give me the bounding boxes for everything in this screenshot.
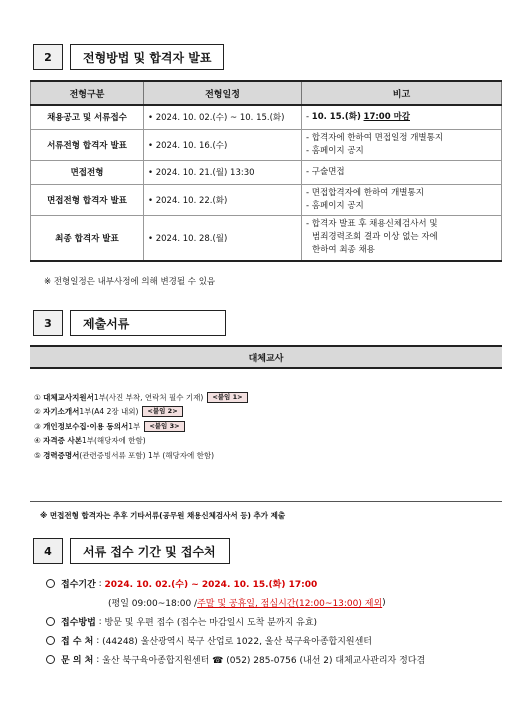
section-title: 제출서류 — [70, 310, 226, 336]
list-item: ③ 개인정보수집·이용 동의서 1부 <붙임 3> — [34, 419, 248, 434]
contact-value: 울산 북구육아종합지원센터 ☎ (052) 285-0756 (내선 2) 대체교사관리자 정다겸 — [102, 656, 426, 666]
row-date: • 2024. 10. 21.(월) 13:30 — [144, 160, 302, 184]
section-number: 4 — [33, 538, 63, 564]
circle-bullet-icon — [46, 636, 55, 645]
documents-footnote: ※ 면접전형 합격자는 추후 기타서류(공무원 채용신체검사서 등) 추가 제출 — [40, 511, 286, 520]
schedule-table — [30, 80, 502, 262]
attachment-tag: <붙임 2> — [142, 406, 182, 417]
place-row: 접 수 처 : (44248) 울산광역시 북구 산업로 1022, 울산 북구육아종합지원센터 — [46, 631, 506, 650]
row-date: • 2024. 10. 16.(수) — [144, 129, 302, 160]
table-row — [31, 105, 502, 129]
place-label: 접 수 처 — [61, 637, 94, 647]
section-number: 3 — [33, 310, 63, 336]
row-category: 면접전형 합격자 발표 — [31, 184, 144, 215]
row-date: • 2024. 10. 22.(화) — [144, 184, 302, 215]
row-note: - 합격자에 한하여 면접일정 개별통지 - 홈페이지 공지 — [302, 129, 502, 160]
row-note: - 구술면접 — [302, 160, 502, 184]
section-2-header — [33, 44, 224, 70]
header-note: 비고 — [302, 81, 502, 105]
circle-bullet-icon — [46, 579, 55, 588]
receipt-info — [46, 574, 506, 669]
header-date: 전형일정 — [144, 81, 302, 105]
table-row — [31, 160, 502, 184]
list-item: ② 자기소개서 1부(A4 2장 내외) <붙임 2> — [34, 405, 248, 420]
list-item: ① 대체교사지원서 1부(사진 부착, 연락처 필수 기재) <붙임 1> — [34, 390, 248, 405]
row-date: • 2024. 10. 28.(월) — [144, 215, 302, 261]
excluded-hours: 주말 및 공휴일, 점심시간(12:00~13:00) 제외 — [197, 599, 383, 609]
list-item: ④ 자격증 사본 1부(해당자에 한함) — [34, 436, 146, 446]
method-label: 접수방법 — [61, 618, 96, 628]
section-title: 전형방법 및 합격자 발표 — [70, 44, 224, 70]
period-value: 2024. 10. 02.(수) ~ 2024. 10. 15.(화) 17:00 — [104, 580, 318, 590]
attachment-tag: <붙임 3> — [144, 421, 184, 432]
row-date: • 2024. 10. 02.(수) ~ 10. 15.(화) — [144, 105, 302, 129]
row-note: - 10. 15.(화) 17:00 마감 — [302, 105, 502, 129]
divider — [30, 501, 502, 502]
documents-bar: 대체교사 — [30, 345, 502, 369]
table-row — [31, 215, 502, 261]
document-list — [34, 390, 248, 463]
row-category: 최종 합격자 발표 — [31, 215, 144, 261]
table-row — [31, 129, 502, 160]
method-row: 접수방법 : 방문 및 우편 접수 (접수는 마감일시 도착 분까지 유효) — [46, 612, 506, 631]
contact-row: 문 의 처 : 울산 북구육아종합지원센터 ☎ (052) 285-0756 (내선 2) 대체교사관리자 정다겸 — [46, 650, 506, 669]
row-note: - 합격자 발표 후 채용신체검사서 및 범죄경력조회 결과 이상 없는 자에 한하여 최종 채용 — [302, 215, 502, 261]
schedule-footnote: ※ 전형일정은 내부사정에 의해 변경될 수 있음 — [44, 277, 216, 287]
row-category: 면접전형 — [31, 160, 144, 184]
row-category: 서류전형 합격자 발표 — [31, 129, 144, 160]
table-row — [31, 184, 502, 215]
period-row: 접수기간 : 2024. 10. 02.(수) ~ 2024. 10. 15.(화) 17:00 — [46, 574, 506, 593]
list-item: ⑤ 경력증명서 (관련증빙서류 포함) 1부 (해당자에 한함) — [34, 450, 215, 460]
section-4-header — [33, 538, 230, 564]
circle-bullet-icon — [46, 617, 55, 626]
hours-row: (평일 09:00~18:00 / 주말 및 공휴일, 점심시간(12:00~13:00) 제외 ) — [108, 597, 386, 609]
method-value: 방문 및 우편 접수 (접수는 마감일시 도착 분까지 유효) — [104, 618, 318, 628]
row-category: 채용공고 및 서류접수 — [31, 105, 144, 129]
row-note: - 면접합격자에 한하여 개별통지 - 홈페이지 공지 — [302, 184, 502, 215]
contact-label: 문 의 처 — [61, 656, 94, 666]
period-label: 접수기간 — [61, 580, 96, 590]
section-title: 서류 접수 기간 및 접수처 — [70, 538, 230, 564]
attachment-tag: <붙임 1> — [207, 392, 247, 403]
place-value: (44248) 울산광역시 북구 산업로 1022, 울산 북구육아종합지원센터 — [102, 637, 372, 647]
section-number: 2 — [33, 44, 63, 70]
header-category: 전형구분 — [31, 81, 144, 105]
table-header-row — [31, 81, 502, 105]
circle-bullet-icon — [46, 655, 55, 664]
section-3-header — [33, 310, 226, 336]
